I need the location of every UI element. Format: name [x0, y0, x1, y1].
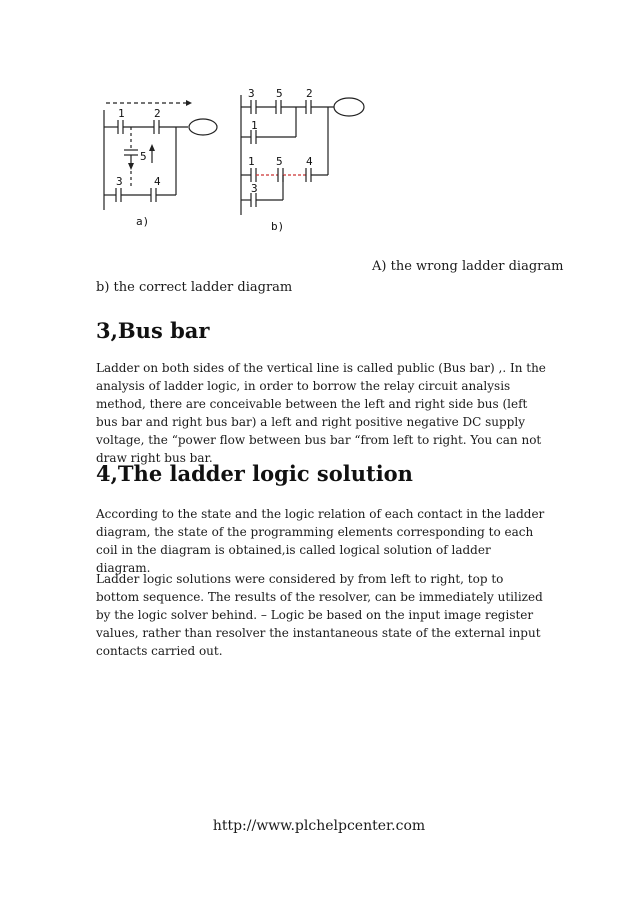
caption-correct-diagram: b) the correct ladder diagram: [96, 280, 293, 295]
contact-label: 2: [154, 107, 161, 120]
up-arrow-icon: [149, 144, 155, 151]
caption-wrong-diagram: A) the wrong ladder diagram: [372, 259, 564, 274]
contact-label: 1: [251, 119, 258, 132]
diagram-b: [241, 87, 364, 233]
ladder-diagrams: [96, 85, 396, 235]
contact-label: 2: [306, 87, 313, 100]
coil-icon: [334, 98, 364, 116]
contact-label: 5: [140, 150, 147, 163]
contact-label: 1: [118, 107, 125, 120]
contact-label: 4: [306, 155, 313, 168]
footer-url: http://www.plchelpcenter.com: [212, 818, 426, 834]
contact-label: 4: [154, 175, 161, 188]
coil-icon: [189, 119, 217, 135]
paragraph-logic-solution-sequence: Ladder logic solutions were considered by from left to right, top to bottom sequence. The results of the resolver, can be immediately utilized by the logic solver behind. – Logic be based on the input image register values, rather than resolver the instantaneous state of the external input contacts carried out.: [96, 572, 543, 658]
contact-label: 3: [116, 175, 123, 188]
contact-label: 3: [248, 87, 255, 100]
section-heading-bus-bar: 3,Bus bar: [96, 318, 210, 343]
diagram-b-label: b): [271, 220, 285, 233]
diagram-a: [104, 100, 217, 228]
ladder-diagram-figure: [96, 85, 396, 235]
contact-label: 5: [276, 87, 283, 100]
contact-label: 5: [276, 155, 283, 168]
diagram-a-label: a): [136, 215, 150, 228]
paragraph-bus-bar: Ladder on both sides of the vertical line is called public (Bus bar) ,. In the analysis of ladder logic, in order to borrow the relay circuit analysis method, there are conceivable between the left and right side bus (left bus bar and right bus bar) a left and right positive negative DC supply voltage, the “power flow between bus bar “from left to right. You can not draw right bus bar.: [96, 361, 546, 465]
arrow-head-icon: [186, 100, 192, 106]
section-heading-ladder-logic-solution: 4,The ladder logic solution: [96, 461, 413, 486]
paragraph-logic-solution-definition: According to the state and the logic relation of each contact in the ladder diagram, the state of the programming elements corresponding to each coil in the diagram is obtained,is called logical solution of ladder diagram.: [96, 507, 545, 575]
contact-label: 3: [251, 182, 258, 195]
contact-label: 1: [248, 155, 255, 168]
